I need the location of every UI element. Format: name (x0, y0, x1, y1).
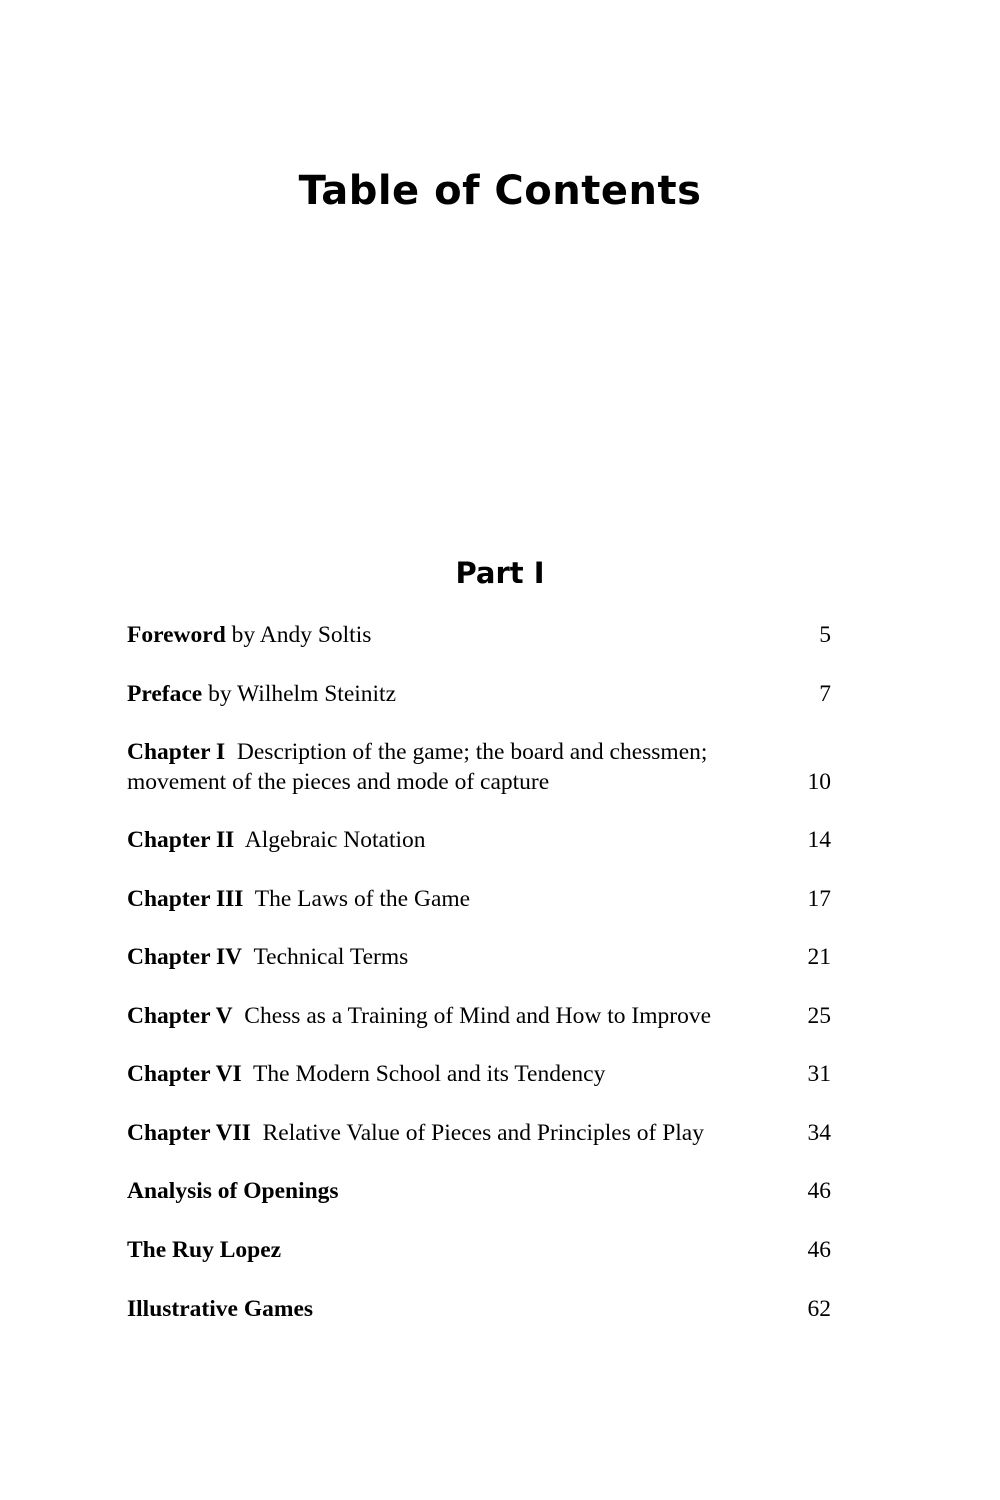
entry-description: by Wilhelm Steinitz (202, 681, 397, 707)
entry-label: Chapter VI (127, 1061, 242, 1087)
entry-label: Chapter VII (127, 1120, 251, 1146)
page-number: 10 (807, 769, 831, 795)
entry-description: Algebraic Notation (234, 827, 426, 853)
page-number: 21 (807, 944, 831, 970)
entry-label: Chapter II (127, 827, 235, 853)
page-number: 31 (807, 1061, 831, 1087)
page-number: 34 (807, 1120, 831, 1146)
entry-description: Technical Terms (242, 944, 409, 970)
page-title: Table of Contents (298, 168, 702, 214)
entry-label: Preface (127, 681, 203, 707)
entry-label: Analysis of Openings (127, 1178, 339, 1204)
toc-entry-chapter-4 (127, 942, 831, 972)
page-number: 46 (807, 1178, 831, 1204)
page-number: 17 (807, 886, 831, 912)
part-heading: Part I (455, 556, 545, 590)
entry-text (127, 825, 787, 855)
page-number: 46 (807, 1237, 831, 1263)
toc-entry-chapter-7 (127, 1118, 831, 1148)
entry-text (127, 1235, 787, 1265)
page-number: 5 (819, 622, 831, 648)
entry-description: Relative Value of Pieces and Principles of Play (250, 1120, 704, 1146)
entry-text (127, 620, 787, 650)
entry-description: Chess as a Training of Mind and How to Improve (232, 1003, 712, 1029)
toc-entry-preface (127, 679, 831, 709)
page-number: 7 (819, 681, 831, 707)
entry-text (127, 679, 787, 709)
page-number: 14 (807, 827, 831, 853)
entry-label: Chapter V (127, 1003, 233, 1029)
entry-label: The Ruy Lopez (127, 1237, 282, 1263)
entry-description: The Modern School and its Tendency (241, 1061, 606, 1087)
entry-description: The Laws of the Game (243, 886, 471, 912)
toc-entry-chapter-3 (127, 884, 831, 914)
entry-text (127, 942, 787, 972)
toc-entry-chapter-2 (127, 825, 831, 855)
toc-entry-chapter-1 (127, 737, 831, 797)
entry-label: Foreword (127, 622, 226, 648)
toc-entry-ruy-lopez (127, 1235, 831, 1265)
entry-text (127, 1176, 787, 1206)
entry-text (127, 737, 787, 797)
entry-text (127, 1059, 787, 1089)
toc-entry-analysis-of-openings (127, 1176, 831, 1206)
toc-entry-chapter-6 (127, 1059, 831, 1089)
entry-label: Chapter III (127, 886, 244, 912)
entry-description: by Andy Soltis (225, 622, 372, 648)
entry-text (127, 1001, 787, 1031)
page-number: 25 (807, 1003, 831, 1029)
entry-text (127, 1118, 787, 1148)
entry-text (127, 1294, 787, 1324)
toc-entry-illustrative-games (127, 1294, 831, 1324)
entry-label: Illustrative Games (127, 1296, 314, 1322)
toc-entry-chapter-5 (127, 1001, 831, 1031)
entry-description: Description of the game; the board and chessmen; movement of the pieces and mode of capture (127, 739, 714, 795)
entry-text (127, 884, 787, 914)
page-number: 62 (807, 1296, 831, 1322)
entry-label: Chapter IV (127, 944, 243, 970)
entry-label: Chapter I (127, 739, 226, 765)
toc-entry-foreword (127, 620, 831, 650)
